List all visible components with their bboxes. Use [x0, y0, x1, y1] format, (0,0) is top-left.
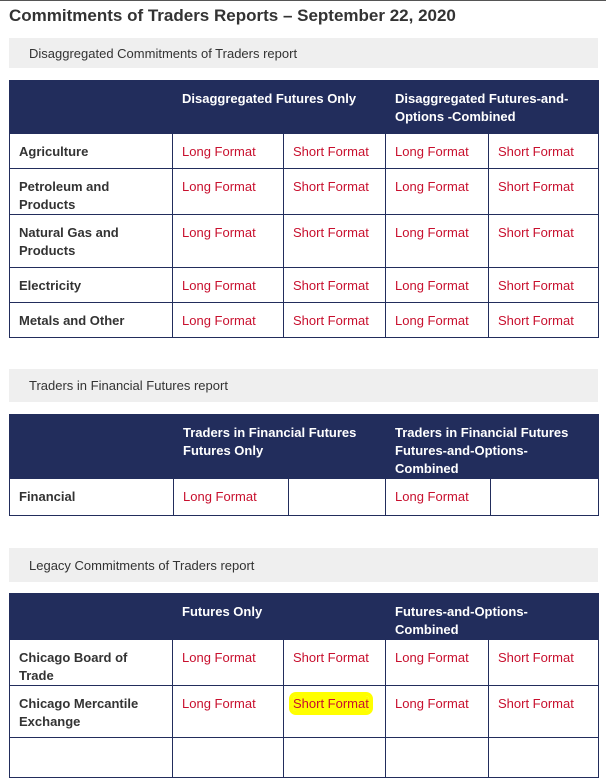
page-title: Commitments of Traders Reports – September 22, 2020	[9, 6, 456, 25]
row-label: Financial	[10, 479, 174, 516]
row-label: Petroleum and Products	[10, 169, 173, 215]
cell	[284, 640, 386, 686]
table-header-row	[10, 594, 599, 640]
legacy-table	[9, 593, 599, 778]
cell	[386, 169, 489, 215]
cell	[489, 738, 599, 778]
short-format-link[interactable]: Short Format	[498, 225, 574, 240]
table-row	[10, 303, 599, 338]
cell	[491, 479, 599, 516]
table-header-row	[10, 81, 599, 134]
cell	[173, 134, 284, 169]
cell	[489, 268, 599, 303]
short-format-link[interactable]: Short Format	[293, 313, 369, 328]
long-format-link[interactable]: Long Format	[182, 696, 256, 711]
header-empty	[10, 594, 173, 640]
long-format-link[interactable]: Long Format	[182, 650, 256, 665]
cell	[489, 640, 599, 686]
long-format-link[interactable]: Long Format	[395, 313, 469, 328]
cell	[173, 640, 284, 686]
header-futures-options-combined: Traders in Financial Futures Futures-and-Options- Combined	[386, 415, 599, 479]
disaggregated-section-heading: Disaggregated Commitments of Traders report	[9, 38, 598, 68]
header-futures-only: Traders in Financial Futures Futures Only	[174, 415, 386, 479]
cell	[386, 479, 491, 516]
cell	[386, 303, 489, 338]
financial-futures-section-heading: Traders in Financial Futures report	[9, 369, 598, 402]
header-futures-options-combined: Futures-and-Options-Combined	[386, 594, 599, 640]
header-futures-options-combined: Disaggregated Futures-and-Options -Combined	[386, 81, 599, 134]
cell	[284, 169, 386, 215]
row-label: Electricity	[10, 268, 173, 303]
cell	[173, 686, 284, 738]
long-format-link[interactable]: Long Format	[395, 144, 469, 159]
long-format-link[interactable]: Long Format	[395, 650, 469, 665]
header-empty	[10, 81, 173, 134]
cell	[489, 169, 599, 215]
row-label: Agriculture	[10, 134, 173, 169]
header-futures-only: Futures Only	[173, 594, 386, 640]
long-format-link[interactable]: Long Format	[183, 489, 257, 504]
short-format-link[interactable]: Short Format	[498, 278, 574, 293]
table-row	[10, 738, 599, 778]
row-label	[10, 738, 173, 778]
long-format-link[interactable]: Long Format	[395, 278, 469, 293]
short-format-link[interactable]: Short Format	[293, 225, 369, 240]
cell	[386, 215, 489, 268]
cell	[284, 738, 386, 778]
long-format-link[interactable]: Long Format	[395, 696, 469, 711]
short-format-link[interactable]: Short Format	[498, 179, 574, 194]
long-format-link[interactable]: Long Format	[182, 144, 256, 159]
cell	[386, 268, 489, 303]
long-format-link[interactable]: Long Format	[182, 179, 256, 194]
row-label: Metals and Other	[10, 303, 173, 338]
cell	[284, 215, 386, 268]
short-format-link[interactable]: Short Format	[293, 650, 369, 665]
short-format-link[interactable]: Short Format	[293, 696, 369, 711]
long-format-link[interactable]: Long Format	[182, 313, 256, 328]
table-row	[10, 215, 599, 268]
cell	[489, 303, 599, 338]
short-format-link[interactable]: Short Format	[498, 650, 574, 665]
legacy-section-heading: Legacy Commitments of Traders report	[9, 548, 598, 582]
cell	[173, 268, 284, 303]
table-header-row	[10, 415, 599, 479]
short-format-link[interactable]: Short Format	[498, 144, 574, 159]
cell	[489, 686, 599, 738]
cell	[386, 640, 489, 686]
table-row	[10, 479, 599, 516]
short-format-link[interactable]: Short Format	[498, 696, 574, 711]
long-format-link[interactable]: Long Format	[395, 179, 469, 194]
row-label: Chicago Mercantile Exchange	[10, 686, 173, 738]
cell	[284, 134, 386, 169]
short-format-link[interactable]: Short Format	[293, 278, 369, 293]
cell	[284, 268, 386, 303]
table-row	[10, 686, 599, 738]
cell	[489, 134, 599, 169]
row-label: Natural Gas and Products	[10, 215, 173, 268]
header-empty	[10, 415, 174, 479]
long-format-link[interactable]: Long Format	[182, 278, 256, 293]
table-row	[10, 268, 599, 303]
cell	[173, 169, 284, 215]
cell	[489, 215, 599, 268]
cell	[386, 686, 489, 738]
short-format-link[interactable]: Short Format	[498, 313, 574, 328]
cell	[386, 738, 489, 778]
financial-futures-table	[9, 414, 599, 516]
cell	[386, 134, 489, 169]
short-format-link[interactable]: Short Format	[293, 179, 369, 194]
cell	[284, 303, 386, 338]
long-format-link[interactable]: Long Format	[395, 489, 469, 504]
cell	[173, 303, 284, 338]
cell	[174, 479, 289, 516]
row-label: Chicago Board of Trade	[10, 640, 173, 686]
cell	[173, 215, 284, 268]
table-row	[10, 134, 599, 169]
disaggregated-table	[9, 80, 599, 338]
long-format-link[interactable]: Long Format	[182, 225, 256, 240]
short-format-link[interactable]: Short Format	[293, 144, 369, 159]
table-row	[10, 640, 599, 686]
long-format-link[interactable]: Long Format	[395, 225, 469, 240]
table-row	[10, 169, 599, 215]
header-futures-only: Disaggregated Futures Only	[173, 81, 386, 134]
cell	[284, 686, 386, 738]
cell	[173, 738, 284, 778]
cell	[289, 479, 386, 516]
